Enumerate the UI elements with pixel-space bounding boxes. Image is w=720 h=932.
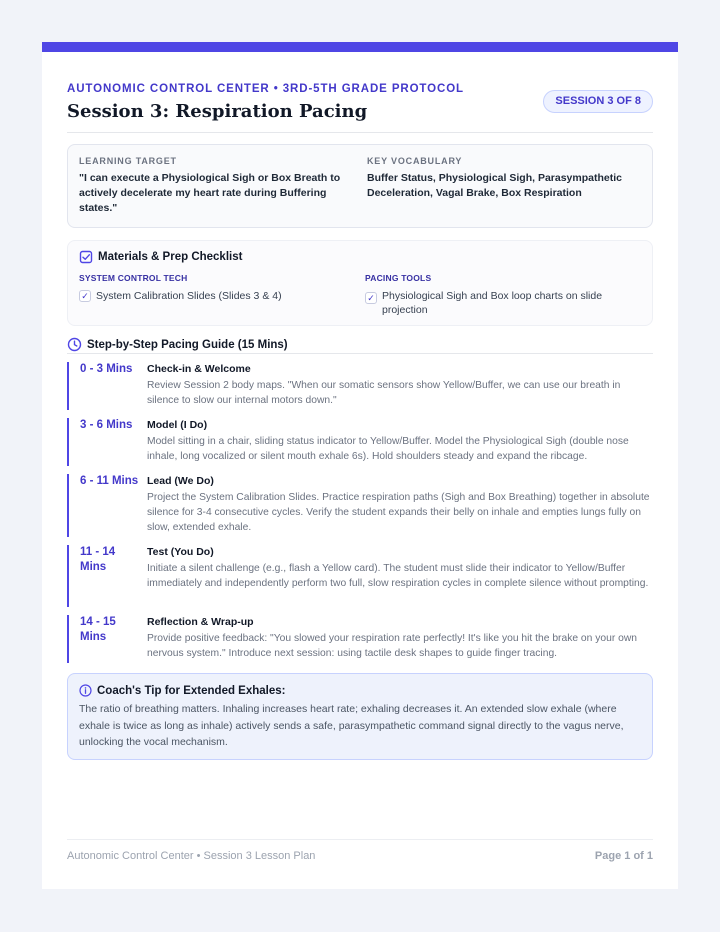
checkmark-icon[interactable]: ✓ — [79, 290, 91, 302]
footer-doc-name: Autonomic Control Center • Session 3 Lesson Plan — [67, 850, 316, 862]
materials-column-tech — [79, 273, 341, 303]
key-vocabulary — [367, 156, 637, 201]
step-text: Initiate a silent challenge (e.g., flash a Yellow card). The student must slide their indicator to Yellow/Buffer immediately and independently perform two full, slow respiration cycles in complete silence without prompting. — [147, 563, 649, 589]
guide-heading-text: Step-by-Step Pacing Guide (15 Mins) — [87, 338, 288, 351]
clock-icon — [67, 337, 82, 352]
learning-target-text: "I can execute a Physiological Sigh or Box Breath to actively decelerate my heart rate during Buffering states." — [79, 172, 341, 214]
checklist-item[interactable] — [79, 289, 341, 303]
materials-box — [67, 240, 653, 326]
step-text: Model sitting in a chair, sliding status indicator to Yellow/Buffer. Model the Physiological Sigh (double nose inhale, long vocalized or silent mouth exhale 6s). Hold shoulders steady and expand the ribcage. — [147, 436, 629, 462]
lesson-plan-page — [42, 42, 678, 889]
guide-step — [67, 545, 653, 607]
coach-tip-heading-text: Coach's Tip for Extended Exhales: — [97, 684, 286, 697]
session-badge: SESSION 3 OF 8 — [543, 90, 653, 113]
checkmark-icon[interactable]: ✓ — [365, 292, 377, 304]
materials-column-label: PACING TOOLS — [365, 273, 432, 283]
checkbox-icon — [79, 250, 93, 264]
guide-step — [67, 418, 653, 466]
materials-heading — [79, 250, 242, 264]
step-time: 0 - 3 Mins — [80, 363, 133, 375]
step-body — [147, 362, 655, 408]
guide-step — [67, 615, 653, 663]
checklist-item[interactable] — [365, 289, 635, 317]
learning-target — [79, 156, 341, 216]
step-time: 14 - 15 Mins — [80, 616, 116, 643]
learning-target-label: LEARNING TARGET — [79, 156, 177, 166]
step-body — [147, 474, 655, 535]
step-body — [147, 418, 655, 464]
guide-heading — [67, 337, 288, 352]
step-time: 11 - 14 Mins — [80, 546, 116, 573]
page-title: Session 3: Respiration Pacing — [67, 101, 368, 122]
coach-tip-heading — [79, 684, 286, 697]
key-vocabulary-text: Buffer Status, Physiological Sigh, Parasympathetic Deceleration, Vagal Brake, Box Respiration — [367, 172, 622, 199]
header-divider — [67, 132, 653, 133]
footer-divider — [67, 839, 653, 840]
info-icon — [79, 684, 92, 697]
step-title: Test (You Do) — [147, 546, 214, 558]
coach-tip-text: The ratio of breathing matters. Inhaling increases heart rate; exhaling decreases it. An extended slow exhale (where exhale is twice as long as inhale) actively sends a safe, parasympathetic command signal directly to the vagus nerve, unlocking the vocal mechanism. — [79, 703, 624, 748]
coach-tip-box — [67, 673, 653, 760]
step-text: Project the System Calibration Slides. Practice respiration paths (Sigh and Box Breathing) together in absolute silence for 3-4 consecutive cycles. Verify the student expands their belly on inhale and empties lungs fully on slow, extended exhale. — [147, 492, 650, 533]
step-body — [147, 615, 655, 661]
materials-column-label: SYSTEM CONTROL TECH — [79, 273, 188, 283]
step-text: Provide positive feedback: "You slowed your respiration rate perfectly! It's like you hit the brake on your own nervous system." Introduce next session: using tactile desk shapes to guide finger tracing. — [147, 633, 638, 659]
guide-step — [67, 474, 653, 537]
guide-step — [67, 362, 653, 410]
materials-column-pacing — [365, 273, 635, 317]
step-title: Reflection & Wrap-up — [147, 616, 254, 628]
target-vocab-box — [67, 144, 653, 228]
guide-divider — [67, 353, 653, 354]
step-body — [147, 545, 655, 591]
step-text: Review Session 2 body maps. "When our somatic sensors show Yellow/Buffer, we can use our breath in silence to slow our internal motors down." — [147, 380, 621, 406]
checklist-item-label: System Calibration Slides (Slides 3 & 4) — [96, 290, 282, 302]
step-title: Model (I Do) — [147, 419, 208, 431]
step-title: Lead (We Do) — [147, 475, 214, 487]
protocol-eyebrow: AUTONOMIC CONTROL CENTER • 3RD-5TH GRADE PROTOCOL — [67, 83, 464, 95]
checklist-item-label: Physiological Sigh and Box loop charts on slide projection — [382, 290, 603, 316]
step-time: 3 - 6 Mins — [80, 419, 133, 431]
accent-bar — [42, 42, 678, 52]
step-time: 6 - 11 Mins — [80, 475, 139, 487]
materials-heading-text: Materials & Prep Checklist — [98, 251, 243, 263]
step-title: Check-in & Welcome — [147, 363, 251, 375]
footer-page-number: Page 1 of 1 — [594, 850, 653, 862]
key-vocabulary-label: KEY VOCABULARY — [367, 156, 463, 166]
